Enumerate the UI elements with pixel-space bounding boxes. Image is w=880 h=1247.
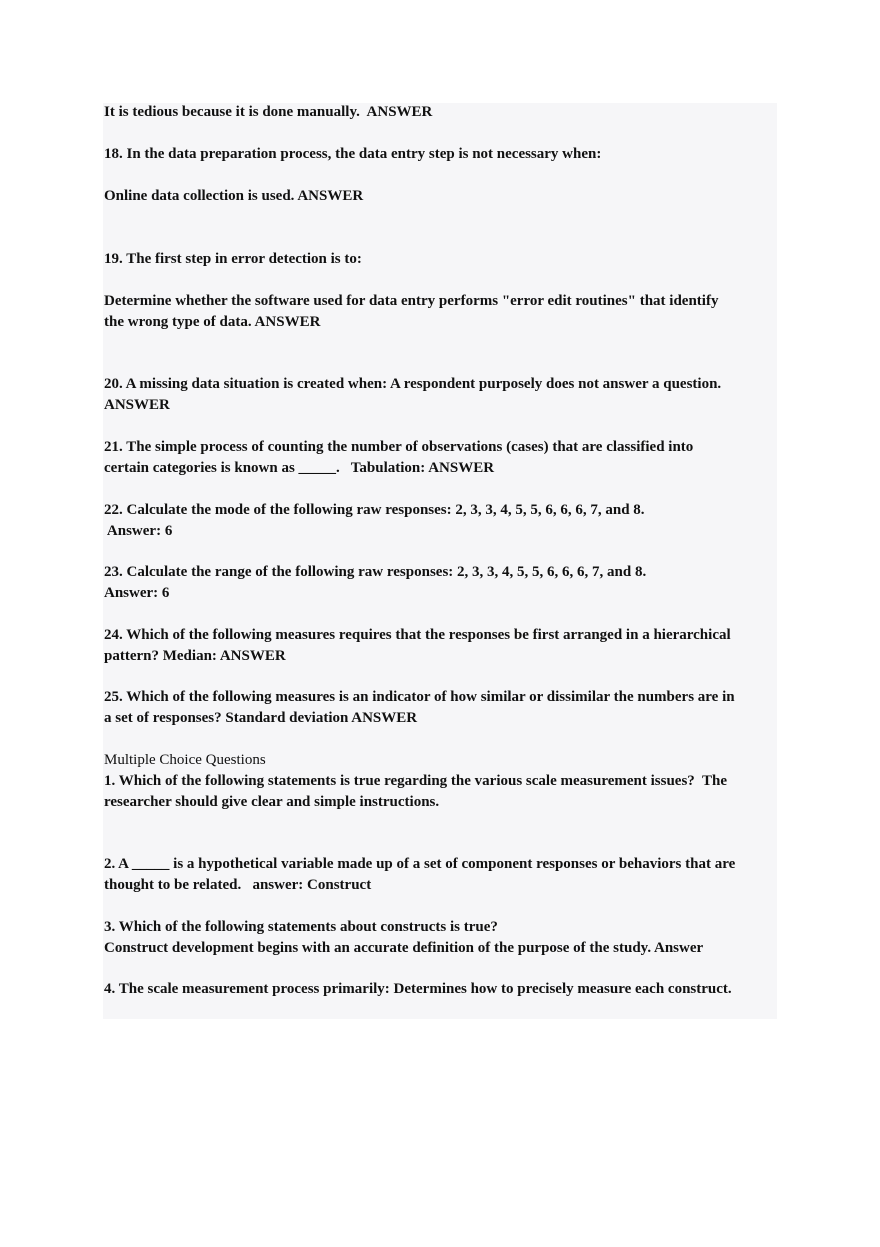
question-22: 22. Calculate the mode of the following raw responses: 2, 3, 3, 4, 5, 5, 6, 6, 6, 7, and 8. [104,502,645,518]
question-20-line-2: ANSWER [104,397,170,413]
question-19: 19. The first step in error detection is to: [104,251,362,267]
mcq-1-line-2: researcher should give clear and simple instructions. [104,794,440,810]
mcq-1-line-1: 1. Which of the following statements is true regarding the various scale measurement issues? The [104,773,728,789]
answer-23: Answer: 6 [104,585,170,601]
mcq-4: 4. The scale measurement process primarily: Determines how to precisely measure each construct. [104,981,732,997]
question-24-line-1: 24. Which of the following measures requires that the responses be first arranged in a hierarchical [104,627,731,643]
question-25-line-2: a set of responses? Standard deviation ANSWER [104,710,418,726]
question-21-line-2: certain categories is known as _____. Tabulation: ANSWER [104,460,495,476]
answer-19-line-1: Determine whether the software used for data entry performs "error edit routines" that identify [104,293,719,309]
question-21-line-1: 21. The simple process of counting the number of observations (cases) that are classified into [104,439,694,455]
question-24-line-2: pattern? Median: ANSWER [104,648,286,664]
mcq-2-line-1: 2. A _____ is a hypothetical variable made up of a set of component responses or behaviors that are [104,856,736,872]
mcq-3-answer: Construct development begins with an accurate definition of the purpose of the study. Answer [104,940,704,956]
question-23: 23. Calculate the range of the following raw responses: 2, 3, 3, 4, 5, 5, 6, 6, 6, 7, and 8. [104,564,647,580]
answer-line-17: It is tedious because it is done manually. ANSWER [104,104,433,120]
section-heading-multiple-choice: Multiple Choice Questions [104,752,266,768]
mcq-3-question: 3. Which of the following statements about constructs is true? [104,919,498,935]
answer-22: Answer: 6 [104,523,173,539]
mcq-2-line-2: thought to be related. answer: Construct [104,877,372,893]
answer-19-line-2: the wrong type of data. ANSWER [104,314,321,330]
question-20-line-1: 20. A missing data situation is created when: A respondent purposely does not answer a question. [104,376,722,392]
answer-18: Online data collection is used. ANSWER [104,188,364,204]
question-25-line-1: 25. Which of the following measures is an indicator of how similar or dissimilar the numbers are in [104,689,735,705]
question-18: 18. In the data preparation process, the data entry step is not necessary when: [104,146,602,162]
